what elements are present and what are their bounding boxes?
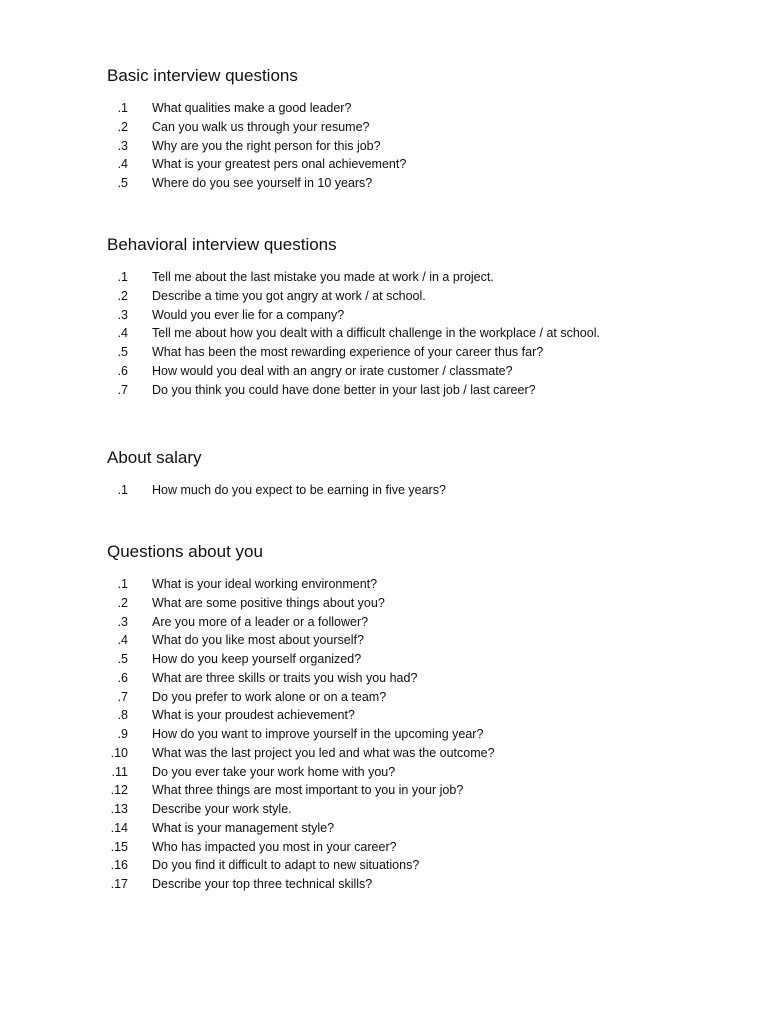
item-text: Are you more of a leader or a follower? [152, 614, 369, 629]
list-item: 1. Tell me about the last mistake you made at work / in a project. [107, 268, 727, 287]
item-text: Do you think you could have done better in your last job / last career? [152, 382, 536, 397]
item-text: Who has impacted you most in your career? [152, 839, 397, 854]
item-text: How do you keep yourself organized? [152, 652, 362, 666]
item-text: What has been the most rewarding experience of your career thus far? [152, 345, 544, 359]
section-behavioral-interview-questions [107, 235, 727, 399]
list-item: 4. Tell me about how you dealt with a difficult challenge in the workplace / at school. [107, 324, 727, 343]
list-item: 17. Describe your top three technical skills? [107, 875, 727, 894]
list-item: 14. What is your management style? [107, 819, 727, 838]
question-list [107, 481, 727, 500]
item-text: Can you walk us through your resume? [152, 119, 370, 134]
section-basic-interview-questions [107, 66, 727, 193]
item-text: Tell me about how you dealt with a difficult challenge in the workplace / at school. [152, 326, 600, 341]
list-item: 9. How do you want to improve yourself in the upcoming year? [107, 725, 727, 744]
list-item: 6. What are three skills or traits you wish you had? [107, 669, 727, 688]
list-item: 15. Who has impacted you most in your career? [107, 838, 727, 857]
section-title: About salary [107, 448, 202, 467]
item-text: What qualities make a good leader? [152, 101, 352, 115]
item-text: Describe your work style. [152, 802, 292, 816]
list-item: 6. How would you deal with an angry or irate customer / classmate? [107, 362, 727, 381]
item-text: What is your management style? [152, 820, 335, 835]
list-item: 4. What is your greatest pers onal achievement? [107, 155, 727, 174]
list-item: 2. Can you walk us through your resume? [107, 118, 727, 137]
item-text: Tell me about the last mistake you made at work / in a project. [152, 270, 494, 284]
list-item: 5. What has been the most rewarding experience of your career thus far? [107, 343, 727, 362]
item-text: How would you deal with an angry or irate customer / classmate? [152, 363, 513, 378]
item-text: Do you find it difficult to adapt to new situations? [152, 858, 420, 873]
list-item: 5. How do you keep yourself organized? [107, 650, 727, 669]
item-text: Where do you see yourself in 10 years? [152, 176, 373, 190]
item-text: Do you prefer to work alone or on a team? [152, 689, 387, 704]
section-about-salary [107, 448, 727, 500]
list-item: 7. Do you prefer to work alone or on a team? [107, 688, 727, 707]
section-title: Basic interview questions [107, 66, 298, 85]
list-item: 3. Are you more of a leader or a follower? [107, 613, 727, 632]
question-list [107, 268, 727, 399]
item-text: Why are you the right person for this job? [152, 138, 381, 153]
item-text: What is your ideal working environment? [152, 577, 378, 591]
list-item: 3. Would you ever lie for a company? [107, 306, 727, 325]
item-text: What are three skills or traits you wish you had? [152, 670, 418, 685]
section-title: Questions about you [107, 542, 263, 561]
question-list [107, 575, 727, 894]
list-item: 1. What is your ideal working environment? [107, 575, 727, 594]
section-title: Behavioral interview questions [107, 235, 337, 254]
list-item: 12. What three things are most important to you in your job? [107, 781, 727, 800]
item-text: Do you ever take your work home with you? [152, 764, 396, 779]
list-item: 2. Describe a time you got angry at work / at school. [107, 287, 727, 306]
list-item: 4. What do you like most about yourself? [107, 631, 727, 650]
list-item: 16. Do you find it difficult to adapt to new situations? [107, 856, 727, 875]
section-questions-about-you [107, 542, 727, 894]
item-text: What is your proudest achievement? [152, 708, 355, 723]
list-item: 2. What are some positive things about you? [107, 594, 727, 613]
item-text: What do you like most about yourself? [152, 633, 364, 648]
list-item: 13. Describe your work style. [107, 800, 727, 819]
list-item: 10. What was the last project you led and what was the outcome? [107, 744, 727, 763]
item-text: What was the last project you led and what was the outcome? [152, 745, 495, 760]
item-text: Would you ever lie for a company? [152, 307, 345, 322]
list-item: 11. Do you ever take your work home with you? [107, 763, 727, 782]
item-text: How do you want to improve yourself in the upcoming year? [152, 727, 484, 741]
list-item: 8. What is your proudest achievement? [107, 706, 727, 725]
item-text: Describe your top three technical skills? [152, 877, 373, 891]
question-list [107, 99, 727, 193]
item-text: How much do you expect to be earning in five years? [152, 483, 446, 497]
item-text: What three things are most important to you in your job? [152, 783, 464, 798]
item-text: What is your greatest pers onal achievement? [152, 157, 407, 172]
list-item: 7. Do you think you could have done better in your last job / last career? [107, 381, 727, 400]
item-text: Describe a time you got angry at work / at school. [152, 288, 426, 303]
list-item: 5. Where do you see yourself in 10 years? [107, 174, 727, 193]
list-item: 3. Why are you the right person for this job? [107, 137, 727, 156]
list-item: 1. How much do you expect to be earning in five years? [107, 481, 727, 500]
item-text: What are some positive things about you? [152, 595, 385, 610]
list-item: 1. What qualities make a good leader? [107, 99, 727, 118]
